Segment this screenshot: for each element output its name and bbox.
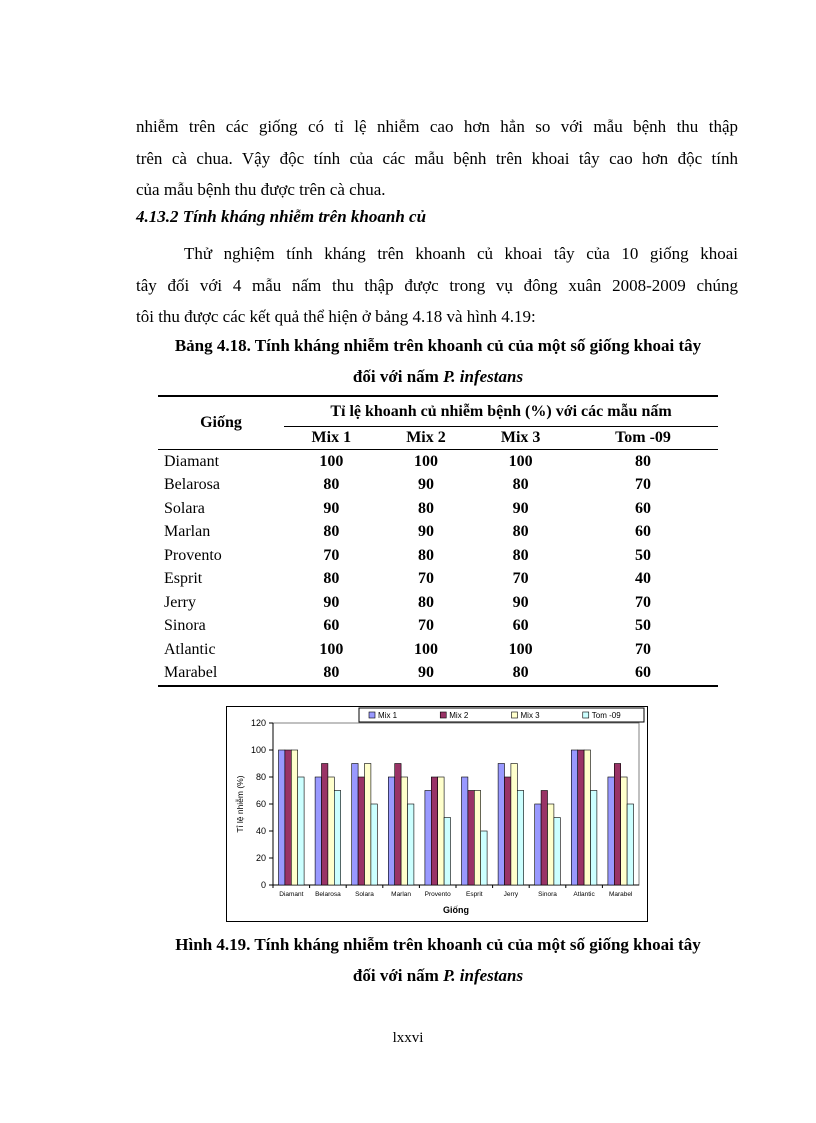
cell-value: 60	[323, 617, 340, 635]
cell-value: 80	[512, 523, 529, 541]
variety-name: Marlan	[164, 523, 211, 541]
table-caption-line1: Bảng 4.18. Tính kháng nhiễm trên khoanh củ của một số giống khoai tây	[174, 336, 702, 355]
cell-value: 80	[323, 570, 340, 588]
table-caption	[120, 330, 756, 392]
bar-mix-1	[462, 777, 468, 885]
bar-mix-3	[511, 764, 517, 886]
bar-tom-09	[298, 777, 304, 885]
variety-name: Esprit	[164, 570, 203, 588]
x-tick-label: Solara	[355, 891, 374, 898]
bar-tom-09	[517, 791, 523, 886]
variety-name: Atlantic	[164, 640, 216, 658]
table-row	[158, 568, 718, 592]
cell-value: 100	[413, 452, 438, 470]
bar-mix-2	[541, 791, 547, 886]
bar-mix-3	[328, 777, 334, 885]
bar-mix-2	[358, 777, 364, 885]
bar-mix-3	[401, 777, 407, 885]
bar-mix-3	[438, 777, 444, 885]
text-line: nhiễm trên các giống có tỉ lệ nhiễm cao hơn hẳn so với mẫu bệnh thu thập	[136, 117, 738, 136]
cell-value: 60	[512, 617, 529, 635]
table-row	[158, 662, 718, 687]
cell-value: 80	[417, 546, 434, 564]
paragraph-method	[136, 238, 738, 333]
legend-swatch	[583, 712, 589, 718]
x-axis-title: Giống	[443, 905, 469, 915]
legend-label: Mix 3	[520, 711, 540, 720]
variety-name: Diamant	[164, 452, 220, 470]
cell-value: 80	[512, 476, 529, 494]
table-row	[158, 497, 718, 521]
cell-value: 70	[323, 546, 340, 564]
cell-value: 60	[635, 523, 651, 541]
cell-value: 100	[508, 640, 533, 658]
text-line: Thử nghiệm tính kháng trên khoanh củ khoai tây của 10 giống khoai	[184, 244, 738, 263]
bar-chart	[227, 707, 647, 921]
variety-name: Provento	[164, 546, 222, 564]
variety-name: Solara	[164, 499, 205, 517]
cell-value: 80	[635, 452, 651, 470]
bar-mix-3	[548, 804, 554, 885]
cell-value: 80	[323, 523, 340, 541]
bar-mix-2	[395, 764, 401, 886]
bar-mix-2	[578, 750, 584, 885]
bar-mix-3	[584, 750, 590, 885]
x-tick-label: Esprit	[465, 891, 483, 898]
table-row	[158, 638, 718, 662]
text-line: của mẫu bệnh thu được trên cà chua.	[136, 180, 386, 199]
resistance-table	[158, 395, 718, 687]
y-tick-label: 60	[255, 799, 266, 809]
bar-mix-2	[322, 764, 328, 886]
cell-value: 70	[635, 640, 651, 658]
bar-mix-1	[608, 777, 614, 885]
bar-mix-1	[425, 791, 431, 886]
cell-value: 80	[417, 499, 434, 517]
x-tick-label: Marabel	[608, 891, 633, 898]
header-col: Mix 3	[473, 427, 568, 450]
legend-label: Tom -09	[591, 711, 621, 720]
bar-tom-09	[591, 791, 597, 886]
header-col: Tom -09	[568, 427, 718, 450]
page-number: lxxvi	[392, 1030, 424, 1046]
header-group: Tỉ lệ khoanh củ nhiễm bệnh (%) với các mẫu nấm	[284, 396, 718, 427]
x-tick-label: Marlan	[391, 891, 412, 898]
cell-value: 100	[319, 640, 344, 658]
bar-tom-09	[444, 818, 450, 886]
cell-value: 70	[417, 570, 434, 588]
cell-value: 50	[635, 617, 651, 635]
cell-value: 90	[512, 499, 529, 517]
cell-value: 70	[512, 570, 529, 588]
y-tick-label: 40	[255, 826, 266, 836]
text-line: tây đối với 4 mẫu nấm thu thập được trong vụ đông xuân 2008-2009 chúng	[136, 275, 738, 295]
figure-caption-prefix: đối với nấm	[352, 966, 444, 985]
bar-chart-figure	[226, 706, 648, 922]
figure-caption-line2	[120, 960, 756, 991]
bar-mix-3	[365, 764, 371, 886]
figure-caption-line1: Hình 4.19. Tính kháng nhiễm trên khoanh củ của một số giống khoai tây	[175, 935, 701, 954]
legend-label: Mix 1	[378, 711, 398, 720]
y-tick-label: 120	[250, 718, 266, 728]
cell-value: 70	[635, 476, 651, 494]
bar-mix-1	[498, 764, 504, 886]
bar-mix-2	[285, 750, 291, 885]
bar-mix-1	[535, 804, 541, 885]
cell-value: 80	[323, 476, 340, 494]
figure-caption-species: P. infestans	[443, 966, 524, 985]
bar-mix-2	[614, 764, 620, 886]
bar-mix-3	[474, 791, 480, 886]
cell-value: 90	[323, 593, 340, 611]
x-tick-label: Provento	[424, 891, 451, 898]
figure-caption	[120, 929, 756, 991]
bar-mix-1	[388, 777, 394, 885]
x-tick-label: Jerry	[503, 891, 519, 898]
x-tick-label: Belarosa	[315, 891, 341, 898]
cell-value: 50	[635, 546, 651, 564]
bar-mix-1	[352, 764, 358, 886]
section-heading: 4.13.2 Tính kháng nhiễm trên khoanh củ	[136, 207, 427, 226]
cell-value: 60	[568, 662, 718, 687]
x-tick-label: Sinora	[538, 891, 557, 898]
cell-value: 40	[635, 570, 651, 588]
paragraph-intro	[136, 111, 738, 206]
table-caption-line2	[120, 361, 756, 392]
cell-value: 70	[417, 617, 434, 635]
x-tick-label: Atlantic	[573, 891, 595, 898]
cell-value: 80	[284, 662, 379, 687]
variety-name: Jerry	[164, 593, 196, 611]
bar-mix-2	[431, 777, 437, 885]
bar-mix-1	[571, 750, 577, 885]
table-row	[158, 474, 718, 498]
cell-value: 70	[635, 593, 651, 611]
cell-value: 100	[319, 452, 344, 470]
legend-label: Mix 2	[449, 711, 469, 720]
text-line: trên cà chua. Vậy độc tính của các mẫu bệnh trên khoai tây cao hơn độc tính	[136, 148, 738, 168]
cell-value: 60	[635, 499, 651, 517]
cell-value: 80	[417, 593, 434, 611]
legend-swatch	[440, 712, 446, 718]
cell-value: 90	[323, 499, 340, 517]
variety-name: Marabel	[158, 662, 284, 687]
table-caption-species: P. infestans	[443, 367, 524, 386]
x-tick-label: Diamant	[279, 891, 304, 898]
y-tick-label: 100	[250, 745, 266, 755]
table-caption-prefix: đối với nấm	[352, 367, 444, 386]
bar-tom-09	[334, 791, 340, 886]
table-row	[158, 450, 718, 474]
legend-swatch	[512, 712, 518, 718]
cell-value: 90	[379, 662, 474, 687]
y-tick-label: 80	[255, 772, 266, 782]
table-row	[158, 544, 718, 568]
bar-mix-2	[468, 791, 474, 886]
table-row	[158, 521, 718, 545]
y-axis-title: Tỉ lệ nhiễm (%)	[235, 775, 245, 833]
variety-name: Sinora	[164, 617, 206, 635]
header-variety: Giống	[158, 396, 284, 450]
bar-mix-3	[291, 750, 297, 885]
cell-value: 90	[417, 476, 434, 494]
y-tick-label: 0	[260, 880, 266, 890]
bar-mix-1	[279, 750, 285, 885]
table-row	[158, 615, 718, 639]
cell-value: 100	[413, 640, 438, 658]
variety-name: Belarosa	[164, 476, 220, 494]
cell-value: 90	[417, 523, 434, 541]
bar-tom-09	[627, 804, 633, 885]
y-tick-label: 20	[255, 853, 266, 863]
bar-tom-09	[371, 804, 377, 885]
header-col: Mix 1	[284, 427, 379, 450]
bar-tom-09	[481, 831, 487, 885]
cell-value: 80	[473, 662, 568, 687]
bar-mix-3	[621, 777, 627, 885]
cell-value: 100	[508, 452, 533, 470]
text-line: tôi thu được các kết quả thể hiện ở bảng 4.18 và hình 4.19:	[136, 307, 536, 326]
cell-value: 90	[512, 593, 529, 611]
table-row	[158, 591, 718, 615]
bar-mix-1	[315, 777, 321, 885]
bar-mix-2	[505, 777, 511, 885]
cell-value: 80	[512, 546, 529, 564]
header-col: Mix 2	[379, 427, 474, 450]
bar-tom-09	[408, 804, 414, 885]
bar-tom-09	[554, 818, 560, 886]
legend-swatch	[369, 712, 375, 718]
